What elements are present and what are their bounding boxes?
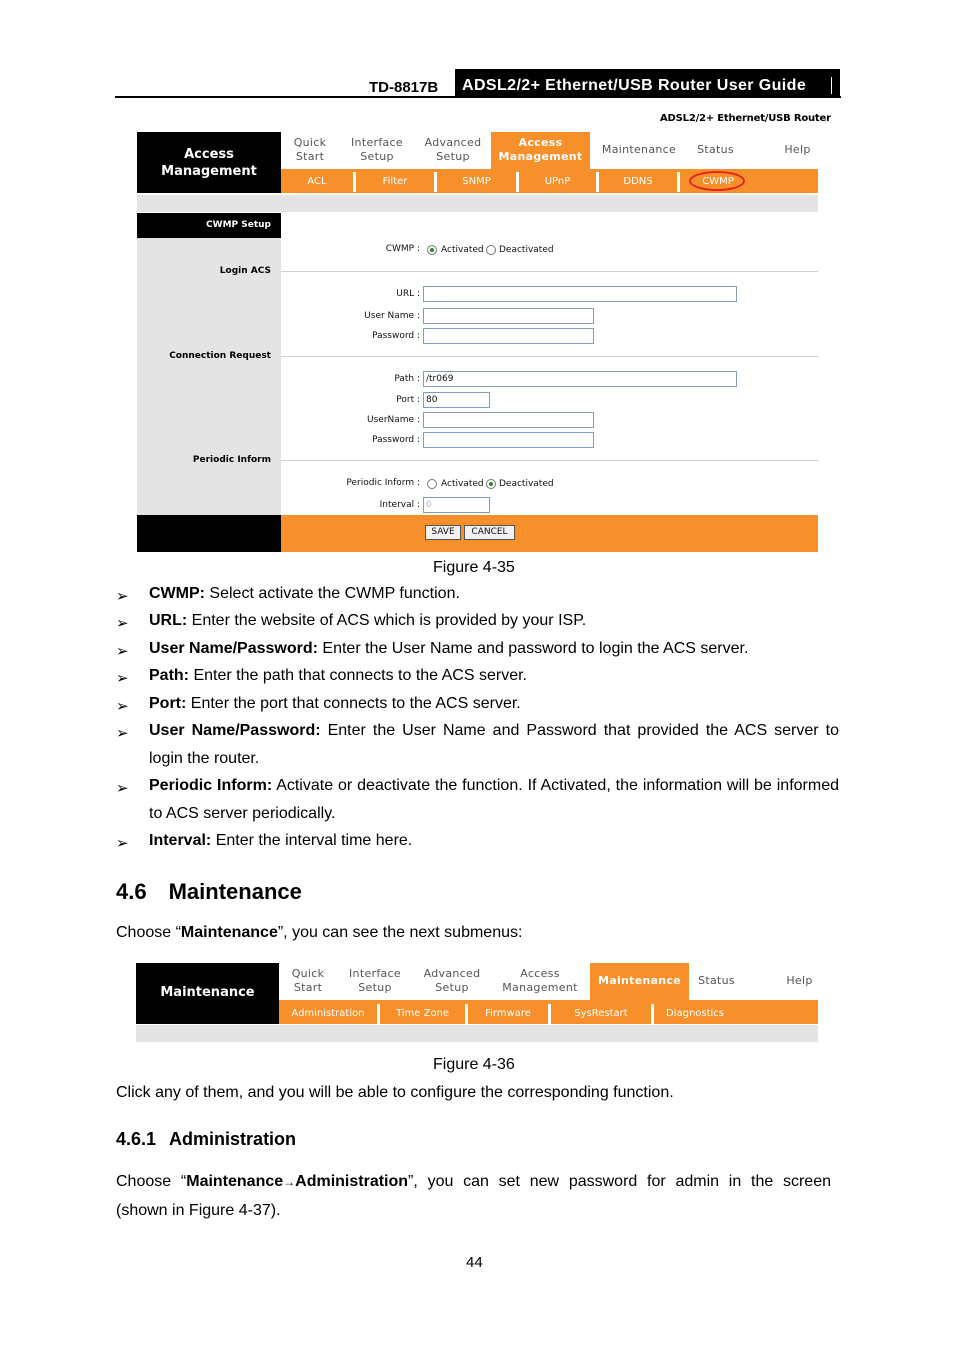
cwmp-highlight-ellipse: [689, 171, 745, 191]
menu-status[interactable]: [688, 143, 743, 157]
divider: [281, 271, 818, 272]
menu-access-management[interactable]: [491, 132, 590, 169]
bullet-arrow-icon: ➢: [116, 725, 129, 742]
divider: [281, 356, 818, 357]
path-label: Path :: [394, 374, 420, 384]
para-bold: Maintenance: [186, 1173, 284, 1190]
sidebar-login-acs: Login ACS: [219, 266, 271, 276]
menu-label: Start: [295, 150, 325, 163]
menu-maintenance[interactable]: [590, 963, 689, 1000]
menu-quick-start[interactable]: [281, 136, 339, 164]
password2-label: Password :: [372, 435, 420, 445]
submenu-firmware[interactable]: Firmware: [485, 1008, 531, 1019]
password-label: Password :: [372, 331, 420, 341]
menu-label: Quick: [291, 967, 325, 980]
header-rule: [115, 96, 841, 98]
section-title-box: [136, 963, 279, 1024]
after-figure-36-text: Click any of them, and you will be able to configure the corresponding function.: [116, 1084, 674, 1101]
submenu-ddns[interactable]: DDNS: [623, 176, 653, 187]
user-name-input[interactable]: [423, 308, 594, 324]
bullet-arrow-icon: ➢: [116, 698, 129, 715]
subsection-number: 4.6.1: [116, 1129, 157, 1149]
url-label: URL :: [396, 289, 420, 299]
bullet-item: [149, 607, 839, 635]
bullet-term: User Name/Password:: [149, 640, 318, 657]
section-title-line2: Management: [161, 164, 257, 179]
subsection-heading: [116, 1129, 296, 1150]
menu-label: Help: [784, 143, 811, 156]
menu-label: Quick: [293, 136, 327, 149]
submenu-cwmp[interactable]: CWMP: [702, 176, 734, 187]
section-title-box: [137, 132, 281, 193]
path-input[interactable]: /tr069: [423, 371, 737, 387]
interval-input[interactable]: 0: [423, 497, 490, 513]
divider: [281, 460, 818, 461]
submenu-administration[interactable]: Administration: [291, 1008, 365, 1019]
submenu-sysrestart[interactable]: SysRestart: [574, 1008, 628, 1019]
periodic-inform-label: Periodic Inform :: [346, 478, 420, 488]
bullet-term: URL:: [149, 612, 188, 629]
submenu-time-zone[interactable]: Time Zone: [395, 1008, 450, 1019]
menu-label: Setup: [436, 150, 470, 163]
url-input[interactable]: [423, 286, 737, 302]
menu-quick-start[interactable]: [279, 967, 337, 995]
submenu-filter[interactable]: Filter: [382, 176, 408, 187]
sidebar-heading: CWMP Setup: [137, 213, 281, 238]
bullet-text: Enter the interval time here.: [211, 832, 413, 849]
bullet-item: [149, 580, 839, 608]
submenu-acl[interactable]: ACL: [307, 176, 327, 187]
menu-interface-setup[interactable]: [342, 136, 412, 164]
gray-strip: [137, 195, 818, 212]
section-heading: [116, 879, 302, 905]
bullet-item: [149, 662, 839, 690]
password2-input[interactable]: [423, 432, 594, 448]
cwmp-label: CWMP :: [385, 244, 420, 254]
subsection-para-line2: (shown in Figure 4-37).: [116, 1202, 281, 1219]
submenu-snmp[interactable]: SNMP: [462, 176, 491, 187]
menu-advanced-setup[interactable]: [417, 136, 489, 164]
bullet-text: Enter the port that connects to the ACS server.: [186, 695, 521, 712]
footer-bar: [281, 515, 818, 552]
page-number: 44: [466, 1254, 483, 1271]
section-intro: [116, 924, 522, 942]
bullet-term: Periodic Inform:: [149, 777, 273, 794]
bullet-text: Enter the website of ACS which is provided by your ISP.: [187, 612, 587, 629]
menu-label: Advanced: [424, 136, 482, 149]
port-input[interactable]: 80: [423, 392, 490, 408]
username2-input[interactable]: [423, 412, 594, 428]
bullet-text: Select activate the CWMP function.: [204, 585, 460, 602]
sidebar-periodic-inform: Periodic Inform: [192, 455, 271, 465]
periodic-activated-radio[interactable]: [427, 479, 437, 489]
section-number: 4.6: [116, 879, 147, 904]
menu-label: Start: [293, 981, 323, 994]
menu-label: Interface: [349, 967, 401, 980]
menu-advanced-setup[interactable]: [416, 967, 488, 995]
bullet-arrow-icon: ➢: [116, 670, 129, 687]
menu-status[interactable]: [690, 974, 743, 988]
menu-label: Maintenance: [597, 974, 682, 987]
menu-label: Advanced: [423, 967, 481, 980]
header-model: TD-8817B: [369, 79, 439, 96]
para-bold: Administration: [295, 1173, 409, 1190]
bullet-arrow-icon: ➢: [116, 588, 129, 605]
bullet-term: Port:: [149, 695, 187, 712]
periodic-deactivated-radio[interactable]: [486, 479, 496, 489]
cwmp-deactivated-label: Deactivated: [499, 245, 554, 255]
menu-label: Access: [520, 967, 560, 980]
bullet-item: [149, 772, 839, 827]
periodic-deactivated-label: Deactivated: [499, 479, 554, 489]
port-label: Port :: [396, 395, 420, 405]
menu-label: Access: [518, 136, 563, 149]
bullet-term: Interval:: [149, 832, 212, 849]
right-arrow-icon: →: [283, 1175, 296, 1189]
periodic-activated-label: Activated: [441, 479, 484, 489]
menu-label: Setup: [435, 981, 469, 994]
header-title-text: ADSL2/2+ Ethernet/USB Router User Guide: [462, 77, 807, 94]
bullet-term: Path:: [149, 667, 189, 684]
bullet-text: Enter the User Name and Password that provided the ACS server to login the router.: [149, 722, 839, 767]
bullet-item: [149, 827, 839, 855]
subsection-para-line1: [116, 1173, 831, 1191]
save-button[interactable]: SAVE: [425, 525, 461, 540]
bullet-text: Enter the User Name and password to login the ACS server.: [317, 640, 749, 657]
gray-strip: [136, 1025, 818, 1042]
menu-label: Help: [786, 974, 813, 987]
menu-label: Setup: [358, 981, 392, 994]
menu-label: Setup: [360, 150, 394, 163]
username2-label: UserName :: [367, 415, 420, 425]
router-model-tag: ADSL2/2+ Ethernet/USB Router: [660, 113, 831, 124]
menu-maintenance[interactable]: [592, 143, 686, 157]
cancel-button[interactable]: CANCEL: [464, 525, 515, 540]
section-title-text: Maintenance: [160, 985, 255, 1000]
section-title-line1: Access: [184, 147, 234, 162]
cwmp-activated-label: Activated: [441, 245, 484, 255]
para-text: Choose “: [116, 1173, 187, 1190]
header-title: [455, 69, 840, 96]
menu-label: Maintenance: [601, 143, 677, 156]
bullet-text: Enter the path that connects to the ACS server.: [189, 667, 527, 684]
menu-interface-setup[interactable]: [340, 967, 410, 995]
bullet-item: [149, 635, 839, 663]
footer-left: [137, 515, 281, 552]
menu-label: Status: [698, 974, 735, 987]
menu-access-management[interactable]: [490, 967, 590, 995]
bullet-arrow-icon: ➢: [116, 780, 129, 797]
menu-help[interactable]: [770, 143, 825, 157]
header-divider: [831, 77, 832, 94]
submenu-upnp[interactable]: UPnP: [544, 176, 571, 187]
bullet-arrow-icon: ➢: [116, 835, 129, 852]
cwmp-deactivated-radio[interactable]: [486, 245, 496, 255]
subsection-title: Administration: [169, 1129, 297, 1149]
bullet-item: [149, 690, 839, 718]
menu-help[interactable]: [772, 974, 827, 988]
menu-label: Interface: [351, 136, 403, 149]
bullet-arrow-icon: ➢: [116, 615, 129, 632]
intro-text: Choose “: [116, 924, 181, 941]
figure-36-caption: Figure 4-36: [433, 1056, 515, 1073]
password-input[interactable]: [423, 328, 594, 344]
submenu-diagnostics[interactable]: Diagnostics: [665, 1008, 725, 1019]
figure-35-caption: Figure 4-35: [433, 559, 515, 576]
para-text: ”, you can set new password for admin in the screen: [408, 1173, 832, 1190]
bullet-term: User Name/Password:: [149, 722, 321, 739]
bullet-text: Activate or deactivate the function. If Activated, the information will be informed to ACS server periodically.: [149, 777, 839, 822]
bullet-arrow-icon: ➢: [116, 643, 129, 660]
bullet-item: [149, 717, 839, 772]
section-title: Maintenance: [168, 879, 302, 904]
menu-label: Status: [697, 143, 734, 156]
menu-label: Management: [498, 150, 583, 163]
user-name-label: User Name :: [364, 311, 420, 321]
cwmp-activated-radio[interactable]: [427, 245, 437, 255]
intro-bold: Maintenance: [180, 924, 278, 941]
sidebar-connection-request: Connection Request: [169, 351, 271, 361]
form-sidebar: [137, 213, 281, 515]
bullet-term: CWMP:: [149, 585, 205, 602]
menu-label: Management: [502, 981, 578, 994]
interval-label: Interval :: [379, 500, 420, 510]
intro-text: ”, you can see the next submenus:: [277, 924, 523, 941]
